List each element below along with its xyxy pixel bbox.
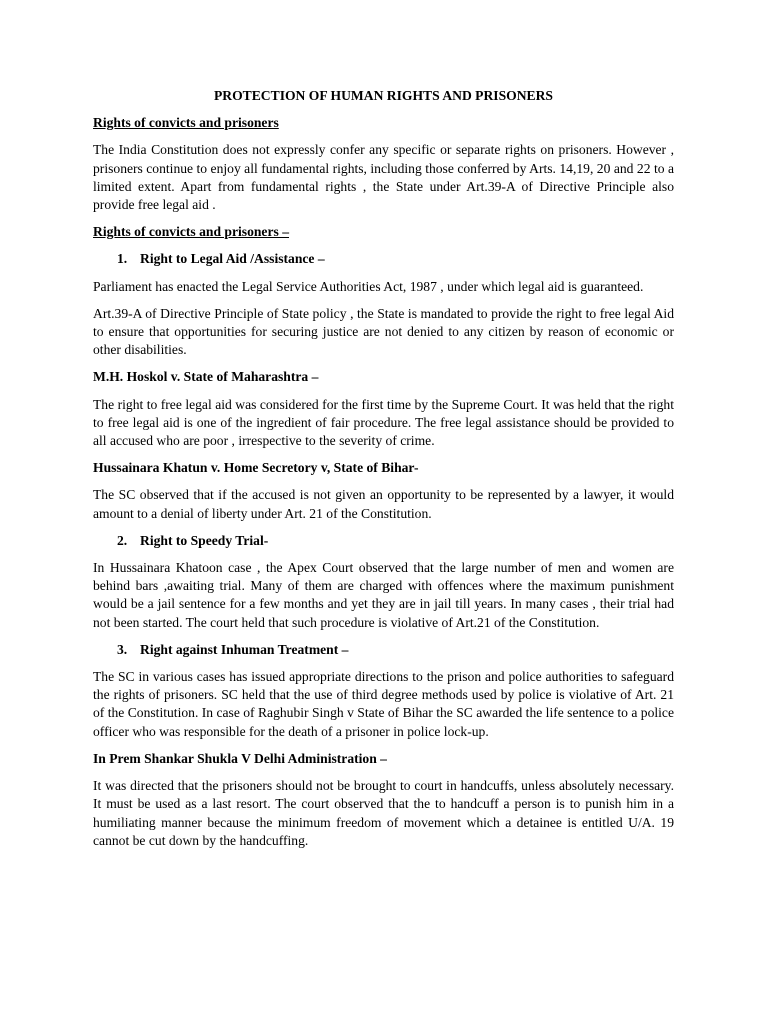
case-paragraph-prem-shankar: It was directed that the prisoners should not be brought to court in handcuffs, unless absolutely necessary. It must be used as a last resort. The court observed that the to handcuff a person is to punish him in a humiliating manner because the minimum freedom of movement which a detainee is entitled U/A. 19 cannot be cut down by the handcuffing. bbox=[93, 778, 674, 848]
document-title: PROTECTION OF HUMAN RIGHTS AND PRISONERS bbox=[213, 88, 553, 103]
section-inhuman-treatment-heading bbox=[93, 641, 674, 659]
case-heading-hoskol: M.H. Hoskol v. State of Maharashtra – bbox=[93, 369, 319, 385]
speedy-trial-paragraph: In Hussainara Khatoon case , the Apex Court observed that the large number of men and women are behind bars ,awaiting trial. Many of them are charged with offences where the maximum punishment would be a jail sentence for a few months and yet they are in jail till years. In many cases , their trial had not been started. The court held that such procedure is violative of Art.21 of the Constitution. bbox=[93, 560, 674, 630]
inhuman-treatment-paragraph: The SC in various cases has issued appropriate directions to the prison and police authorities to safeguard the rights of prisoners. SC held that the use of third degree methods used by police is violative of Art. 21 of the Constitution. In case of Raghubir Singh v State of Bihar the SC awarded the life sentence to a police officer who was responsible for the death of a prisoner in police lock-up. bbox=[93, 669, 674, 739]
legal-aid-paragraph-act: Parliament has enacted the Legal Service Authorities Act, 1987 , under which legal aid is guaranteed. bbox=[93, 278, 644, 294]
section-title: Right to Legal Aid /Assistance – bbox=[140, 251, 325, 267]
case-heading-hussainara: Hussainara Khatun v. Home Secretory v, State of Bihar- bbox=[93, 460, 419, 476]
section-title: Right to Speedy Trial- bbox=[140, 532, 269, 548]
case-paragraph-hoskol: The right to free legal aid was considered for the first time by the Supreme Court. It was held that the right to free legal aid is one of the ingredient of fair procedure. The free legal assistance should be provided to all accused who are poor , irrespective to the severity of crime. bbox=[93, 396, 674, 449]
section-legal-aid-heading bbox=[93, 250, 674, 268]
section-number: 3. bbox=[117, 641, 128, 657]
heading-rights-of-convicts: Rights of convicts and prisoners bbox=[93, 115, 279, 131]
section-title: Right against Inhuman Treatment – bbox=[140, 641, 349, 657]
intro-paragraph: The India Constitution does not expressly confer any specific or separate rights on prisoners. However , prisoners continue to enjoy all fundamental rights, including those conferred by Arts. 14,19, 20 and 22 to a limited extent. Apart from fundamental rights , the State under Art.39-A of Directive Principle also provide free legal aid . bbox=[93, 142, 674, 213]
legal-aid-paragraph-directive: Art.39-A of Directive Principle of State policy , the State is mandated to provide the right to free legal Aid to ensure that opportunities for securing justice are not denied to any citizen by reason of economic or other disabilities. bbox=[93, 305, 674, 358]
section-number: 2. bbox=[117, 532, 128, 548]
case-heading-prem-shankar: In Prem Shankar Shukla V Delhi Administration – bbox=[93, 750, 387, 766]
heading-rights-of-convicts-list: Rights of convicts and prisoners – bbox=[93, 224, 289, 240]
section-number: 1. bbox=[117, 251, 128, 267]
document-page bbox=[93, 87, 674, 859]
case-paragraph-hussainara: The SC observed that if the accused is not given an opportunity to be represented by a lawyer, it would amount to a denial of liberty under Art. 21 of the Constitution. bbox=[93, 487, 674, 521]
section-speedy-trial-heading bbox=[93, 532, 674, 550]
